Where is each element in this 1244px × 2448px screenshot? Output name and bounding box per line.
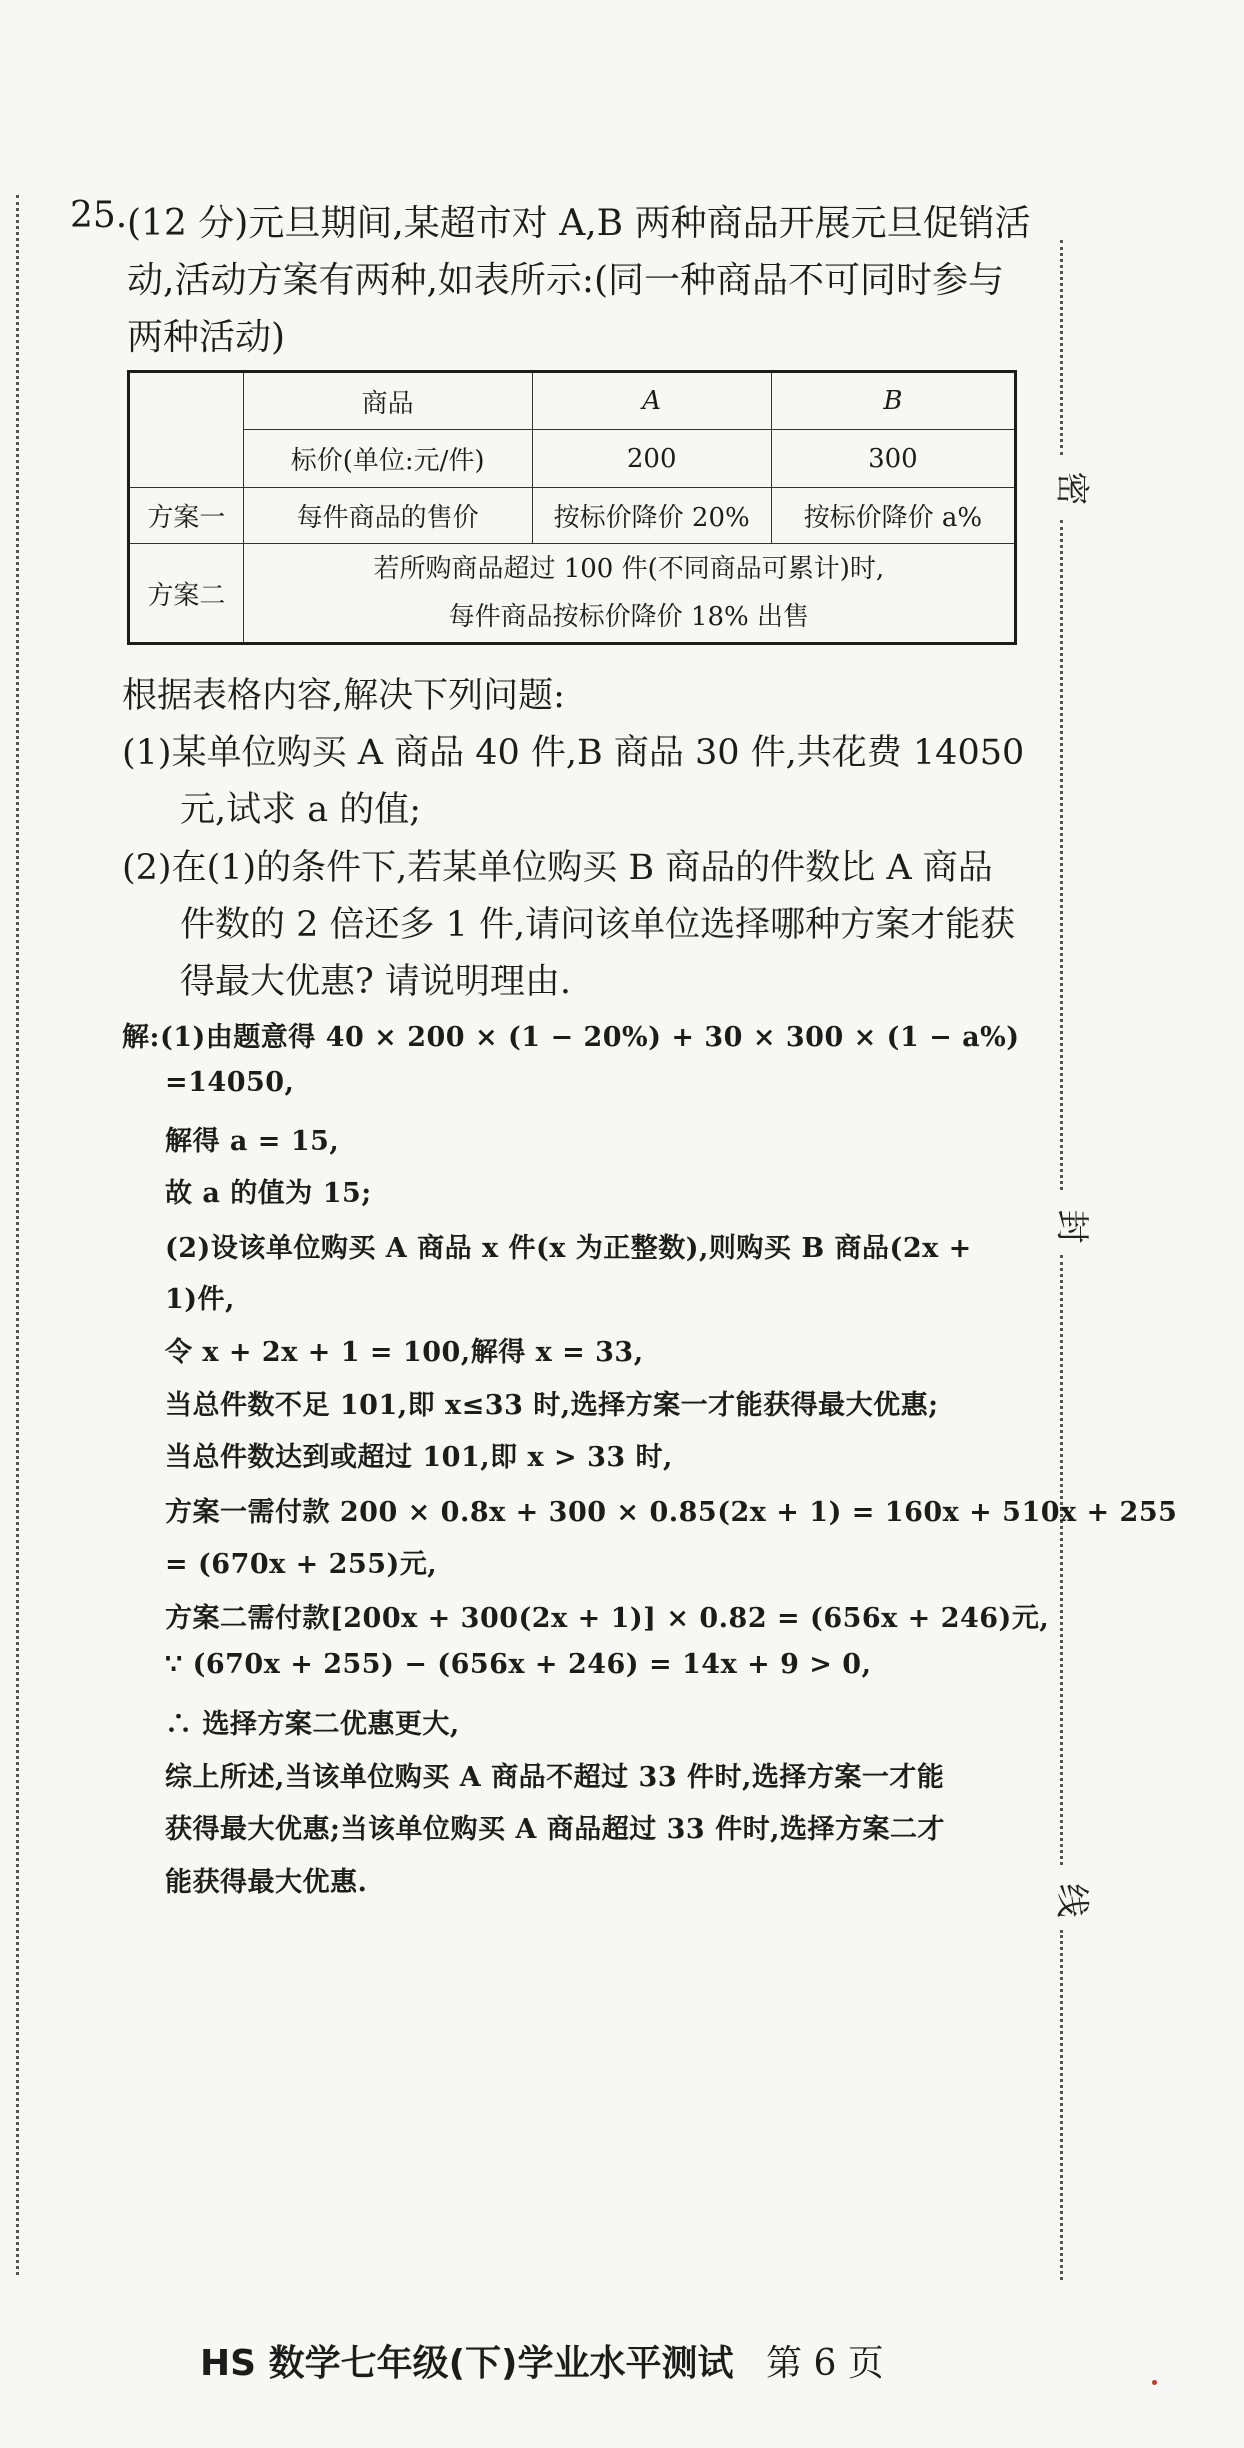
- solution-line-4: 故 a 的值为 15;: [165, 1178, 372, 1209]
- prompt-p2-line-2: 件数的 2 倍还多 1 件,请问该单位选择哪种方案才能获: [180, 905, 1016, 945]
- footer-title: HS 数学七年级(下)学业水平测试: [200, 2343, 734, 2384]
- left-binding-line: [16, 195, 19, 2275]
- solution-line-8: 当总件数不足 101,即 x≤33 时,选择方案一才能获得最大优惠;: [165, 1390, 939, 1421]
- prompt-p1-line-1: (1)某单位购买 A 商品 40 件,B 商品 30 件,共花费 14050: [122, 733, 1025, 773]
- solution-line-11: = (670x + 255)元,: [165, 1549, 438, 1580]
- solution-line-12: 方案二需付款[200x + 300(2x + 1)] × 0.82 = (656x + 246)元,: [165, 1603, 1050, 1634]
- plan2-label: 方案二: [129, 544, 244, 644]
- header-a: A: [532, 372, 771, 430]
- solution-line-13: ∵ (670x + 255) − (656x + 246) = 14x + 9 > 0,: [165, 1649, 872, 1680]
- solution-line-15: 综上所述,当该单位购买 A 商品不超过 33 件时,选择方案一才能: [165, 1762, 945, 1793]
- solution-line-10: 方案一需付款 200 × 0.8x + 300 × 0.85(2x + 1) = 160x + 510x + 255: [165, 1497, 1178, 1528]
- plan1-desc: 每件商品的售价: [243, 488, 532, 544]
- solution-line-17: 能获得最大优惠.: [165, 1867, 368, 1898]
- speck: [1152, 2380, 1157, 2385]
- price-b: 300: [771, 430, 1015, 488]
- solution-line-3: 解得 a = 15,: [165, 1126, 340, 1157]
- prompt-p2-line-1: (2)在(1)的条件下,若某单位购买 B 商品的件数比 A 商品: [122, 848, 993, 888]
- plan1-a: 按标价降价 20%: [532, 488, 771, 544]
- solution-line-7: 令 x + 2x + 1 = 100,解得 x = 33,: [165, 1337, 644, 1368]
- plan2-desc: [243, 544, 1015, 644]
- question-line-1: (12 分)元旦期间,某超市对 A,B 两种商品开展元旦促销活: [127, 203, 1031, 244]
- right-binding-line-2: [1060, 520, 1063, 1190]
- plan1-label: 方案一: [129, 488, 244, 544]
- question-line-2: 动,活动方案有两种,如表所示:(同一种商品不可同时参与: [127, 260, 1005, 301]
- prompt-p1-line-2: 元,试求 a 的值;: [180, 790, 422, 830]
- solution-line-1: 解:(1)由题意得 40 × 200 × (1 − 20%) + 30 × 300 × (1 − a%): [122, 1022, 1020, 1053]
- header-goods: 商品: [243, 372, 532, 430]
- table-corner-cell: [129, 372, 244, 488]
- solution-line-16: 获得最大优惠;当该单位购买 A 商品超过 33 件时,选择方案二才: [165, 1814, 945, 1845]
- right-binding-line-4: [1060, 1930, 1063, 2280]
- seal-char-mi: 密: [1047, 472, 1104, 506]
- solution-line-14: ∴ 选择方案二优惠更大,: [165, 1709, 460, 1740]
- plan1-b: 按标价降价 a%: [771, 488, 1015, 544]
- header-b: B: [771, 372, 1015, 430]
- solution-line-2: =14050,: [165, 1067, 295, 1098]
- promotion-table: [127, 370, 1017, 645]
- solution-line-6: 1)件,: [165, 1284, 235, 1315]
- solution-line-9: 当总件数达到或超过 101,即 x > 33 时,: [165, 1442, 673, 1473]
- prompt-intro: 根据表格内容,解决下列问题:: [122, 676, 565, 716]
- price-a: 200: [532, 430, 771, 488]
- question-number: 25.: [70, 195, 128, 236]
- plan2-line-1: 若所购商品超过 100 件(不同商品可累计)时,: [373, 554, 885, 584]
- right-binding-line-1: [1060, 240, 1063, 455]
- seal-char-xian: 线: [1047, 1884, 1104, 1918]
- prompt-p2-line-3: 得最大优惠? 请说明理由.: [180, 962, 572, 1002]
- price-label: 标价(单位:元/件): [243, 430, 532, 488]
- seal-char-feng: 封: [1047, 1210, 1104, 1244]
- solution-line-5: (2)设该单位购买 A 商品 x 件(x 为正整数),则购买 B 商品(2x +: [165, 1233, 972, 1264]
- footer-page-number: 第 6 页: [766, 2343, 884, 2384]
- question-line-3: 两种活动): [127, 317, 286, 358]
- right-binding-line-3: [1060, 1255, 1063, 1865]
- page-footer: [200, 2335, 884, 2386]
- plan2-line-2: 每件商品按标价降价 18% 出售: [448, 602, 809, 632]
